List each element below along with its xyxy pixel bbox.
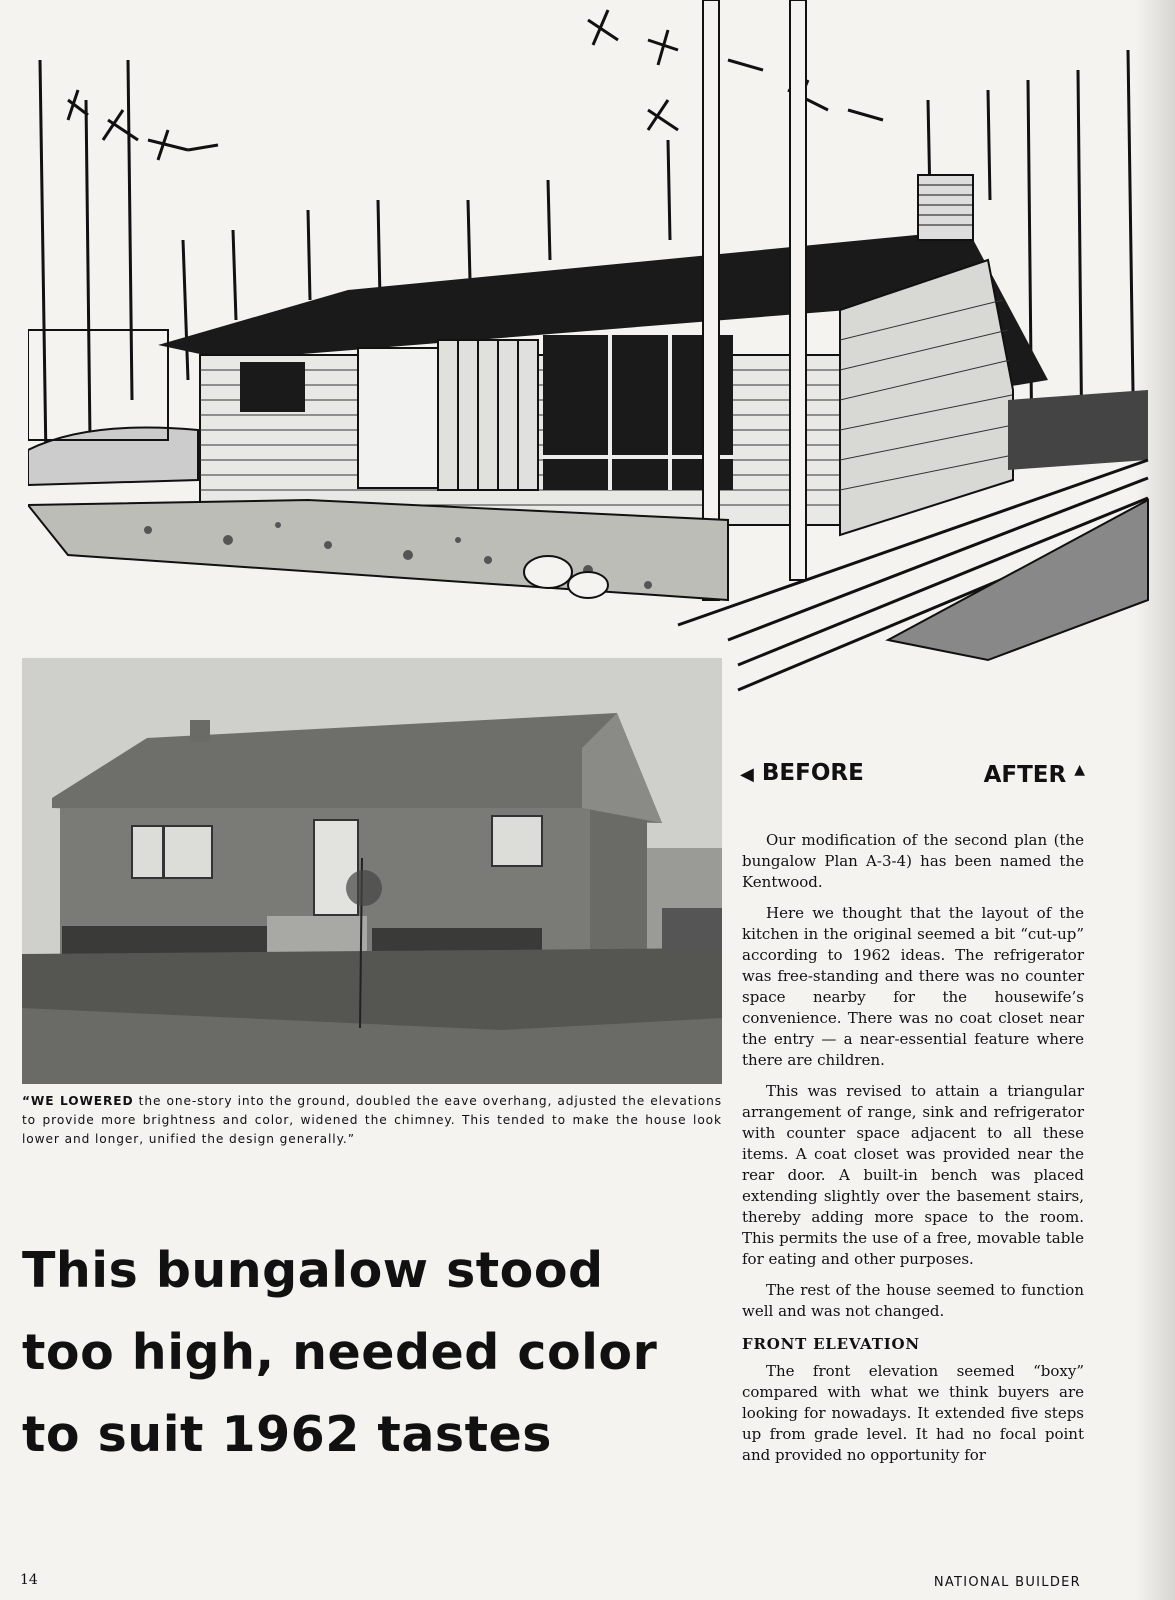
paragraph-1: Our modification of the second plan (the bungalow Plan A-3-4) has been named the Kentwood. [742, 831, 1084, 891]
after-illustration [28, 0, 1158, 720]
headline-line-3: to suit 1962 tastes [22, 1406, 552, 1463]
page-headline [22, 1230, 702, 1476]
left-arrow-icon: ◀ [740, 764, 754, 785]
before-photo [22, 658, 722, 1084]
after-text: AFTER [983, 762, 1067, 788]
section-heading: FRONT ELEVATION [742, 1335, 920, 1353]
page-number: 14 [20, 1572, 38, 1588]
up-arrow-icon: ▲ [1074, 762, 1085, 778]
paragraph-5: The front elevation seemed “boxy” compared with what we think buyers are looking for nowadays. It extended five steps up from grade level. It had no focal point and provided no opportunity for [742, 1362, 1084, 1464]
paragraph-4: The rest of the house seemed to function well and was not changed. [742, 1281, 1084, 1320]
headline-line-2: too high, needed color [22, 1324, 658, 1381]
publication-name: NATIONAL BUILDER [933, 1575, 1081, 1590]
photo-caption [22, 1092, 722, 1149]
before-label [740, 760, 864, 786]
headline-line-1: This bungalow stood [22, 1242, 604, 1299]
paragraph-3: This was revised to attain a triangular arrangement of range, sink and refrigerator with counter space adjacent to all these items. A coat closet was provided near the rear door. A built-in bench was placed extending slightly over the basement stairs, thereby adding more space to the room. This permits the use of a free, movable table for eating and other purposes. [742, 1082, 1084, 1268]
caption-text: the one-story into the ground, doubled the eave overhang, adjusted the elevations to provide more brightness and color, widened the chimney. This tended to make the house look lower and longer, unified the design generally.” [22, 1094, 722, 1146]
after-label [984, 762, 1085, 788]
article-body [742, 830, 1084, 1476]
caption-lead: “WE LOWERED [22, 1094, 134, 1108]
paragraph-2: Here we thought that the layout of the kitchen in the original seemed a bit “cut-up” according to 1962 ideas. The refrigerator was free-standing and there was no counter space nearby for the housewife’s convenience. There was no coat closet near the entry — a near-essential feature where there are children. [742, 904, 1084, 1069]
before-after-labels [740, 760, 1085, 792]
before-text: BEFORE [761, 760, 864, 786]
